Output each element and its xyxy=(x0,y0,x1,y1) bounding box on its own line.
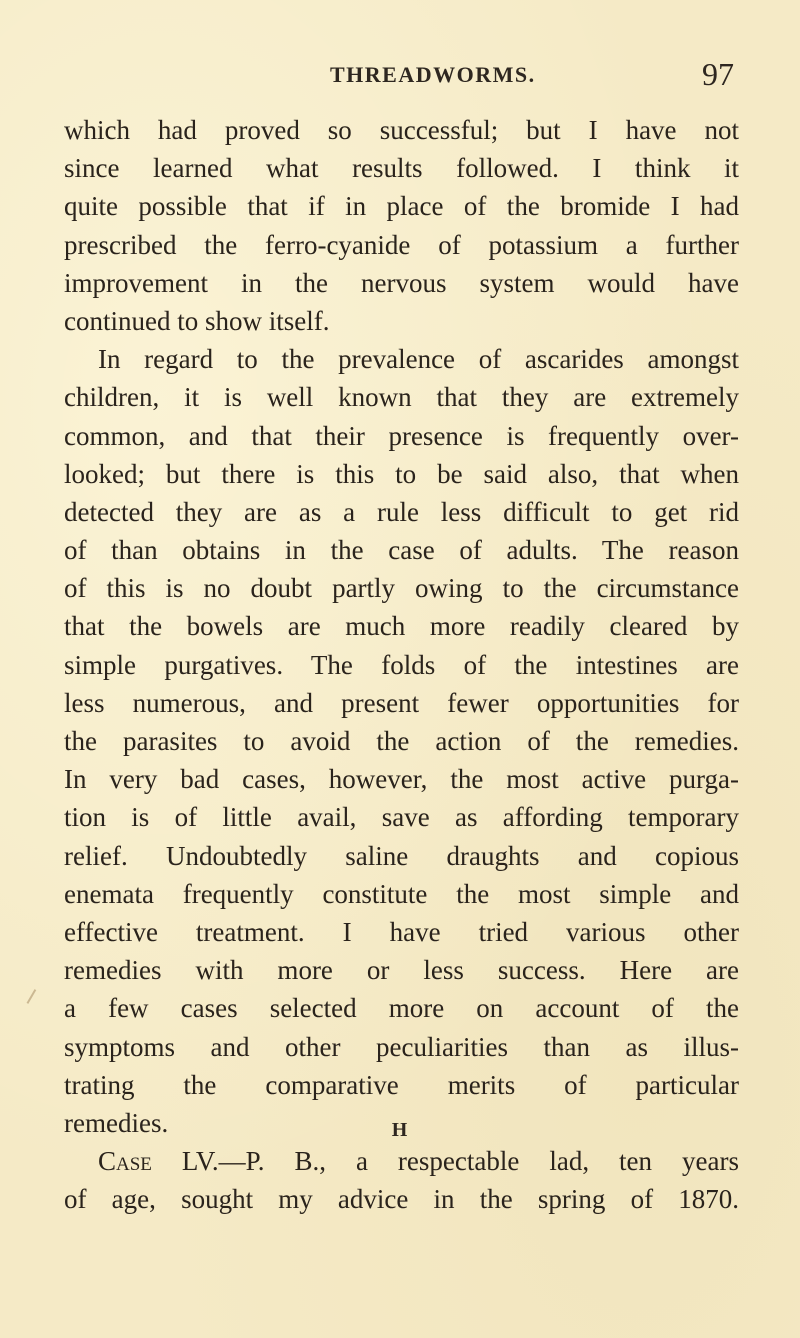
text-line: less numerous, and present fewer opportunities for xyxy=(64,687,739,718)
case-heading-line xyxy=(64,1142,739,1180)
text-line: symptoms and other peculiarities than as illus- xyxy=(64,1031,739,1062)
case-text: LV.—P. B., a respectable lad, ten years xyxy=(151,1146,739,1177)
text-line: looked; but there is this to be said also, that when xyxy=(64,458,739,489)
text-line: prescribed the ferro-cyanide of potassium a further xyxy=(64,229,739,260)
text-line: a few cases selected more on account of the xyxy=(64,993,739,1024)
stray-pen-mark xyxy=(27,989,42,1007)
page-number: 97 xyxy=(702,56,734,92)
text-line: In very bad cases, however, the most active purga- xyxy=(64,764,739,795)
text-line: remedies with more or less success. Here are xyxy=(64,955,739,986)
text-line: remedies. xyxy=(64,1107,169,1138)
text-line: quite possible that if in place of the bromide I had xyxy=(64,191,739,222)
text-line: effective treatment. I have tried various other xyxy=(64,916,739,947)
text-line: enemata frequently constitute the most simple and xyxy=(64,878,739,909)
running-head xyxy=(0,58,800,98)
text-line: of age, sought my advice in the spring of 1870. xyxy=(64,1184,739,1215)
body-text xyxy=(64,111,739,1218)
text-line: improvement in the nervous system would have xyxy=(64,267,739,298)
text-line: children, it is well known that they are extremely xyxy=(64,382,739,413)
text-line: that the bowels are much more readily cleared by xyxy=(64,611,739,642)
text-line: of than obtains in the case of adults. The reason xyxy=(64,535,739,566)
text-line: detected they are as a rule less difficult to get rid xyxy=(64,496,739,527)
text-line: the parasites to avoid the action of the remedies. xyxy=(64,726,739,756)
signature-mark: H xyxy=(391,1119,409,1141)
text-line: of this is no doubt partly owing to the circumstance xyxy=(64,573,739,604)
text-line: common, and that their presence is frequently over- xyxy=(64,420,739,451)
text-line: simple purgatives. The folds of the intestines are xyxy=(64,649,739,680)
case-label: Case xyxy=(98,1146,152,1177)
text-line: continued to show itself. xyxy=(64,305,330,336)
text-line: since learned what results followed. I think it xyxy=(64,153,739,184)
running-title: THREADWORMS. xyxy=(330,62,536,87)
paragraph-start-line: In regard to the prevalence of ascarides amongst xyxy=(98,344,739,375)
text-line: relief. Undoubtedly saline draughts and copious xyxy=(64,840,739,871)
text-line: trating the comparative merits of particular xyxy=(64,1069,739,1100)
text-line: tion is of little avail, save as affording temporary xyxy=(64,802,739,833)
text-line: which had proved so successful; but I have not xyxy=(64,115,739,145)
